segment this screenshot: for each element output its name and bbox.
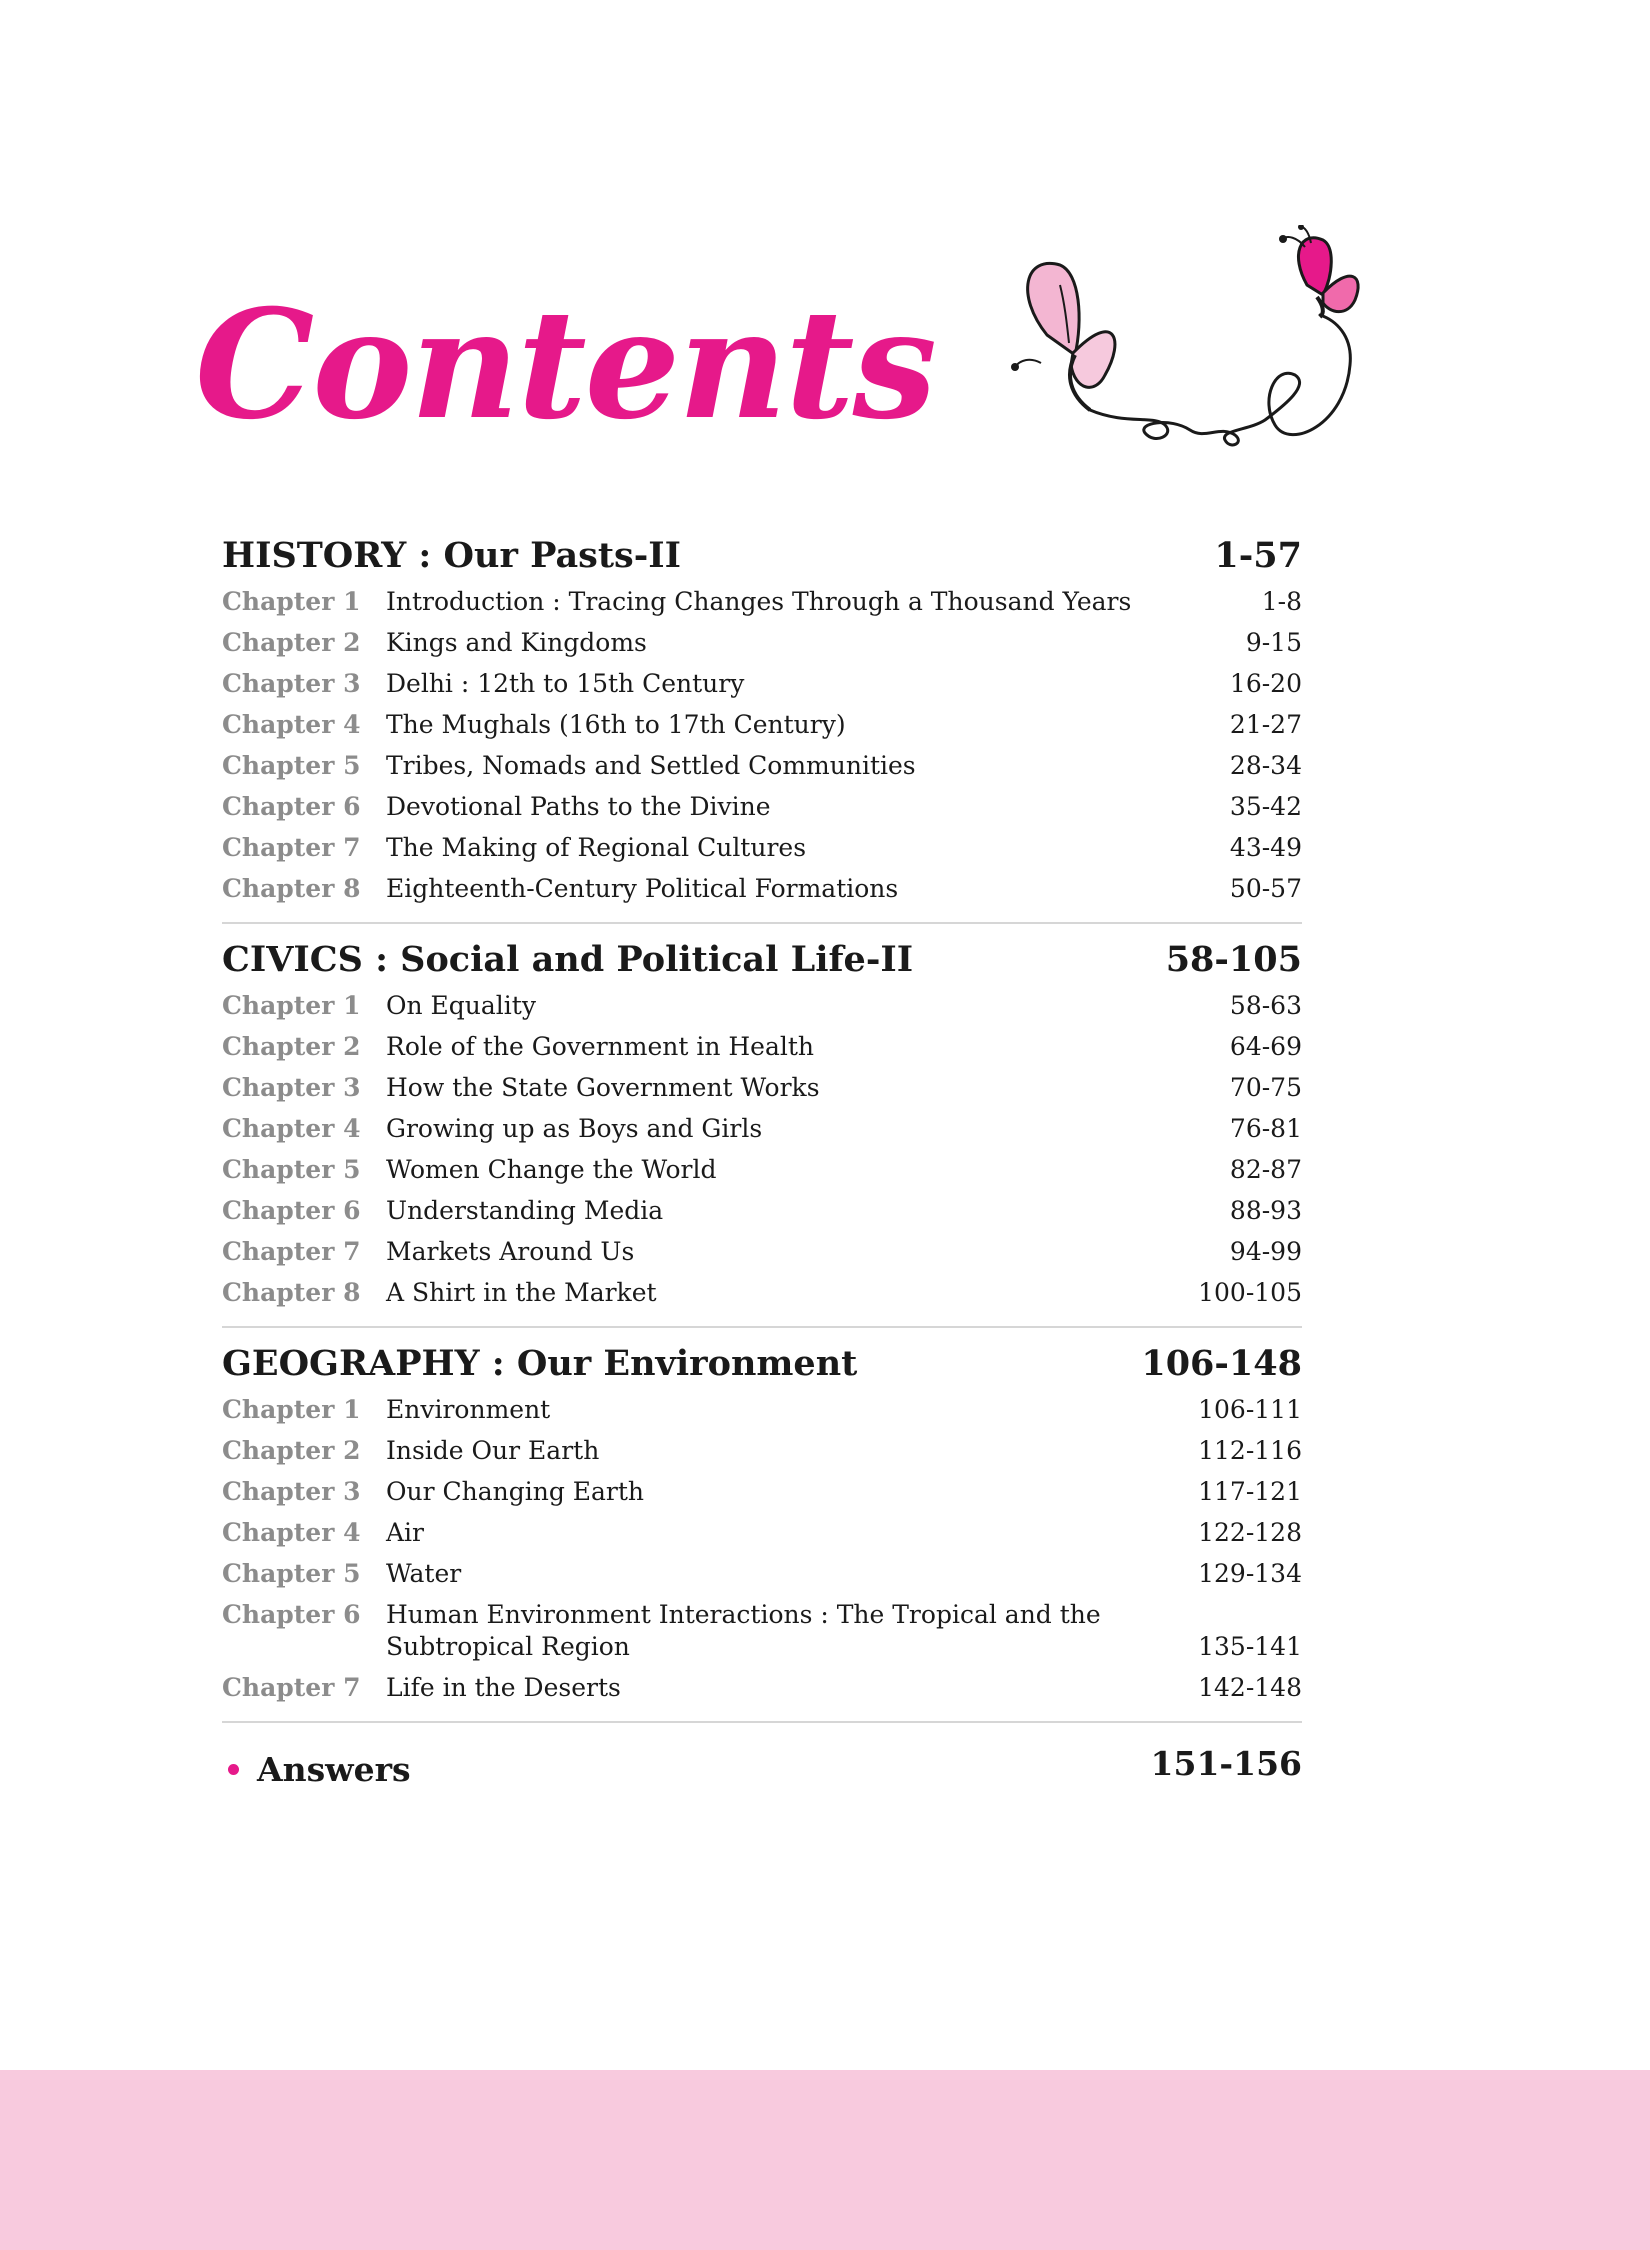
chapter-title: On Equality xyxy=(386,991,536,1020)
chapter-label: Chapter 2 xyxy=(222,1436,361,1465)
chapter-pages: 50-57 xyxy=(1229,874,1302,903)
chapter-label: Chapter 1 xyxy=(222,1395,361,1424)
chapter-pages: 35-42 xyxy=(1229,792,1302,821)
answers-label-group xyxy=(222,1739,411,1801)
chapter-row[interactable] xyxy=(222,869,1302,910)
chapter-label: Chapter 7 xyxy=(222,833,361,862)
chapter-title: Markets Around Us xyxy=(386,1237,635,1266)
chapter-row[interactable] xyxy=(222,623,1302,664)
chapter-title: How the State Government Works xyxy=(386,1073,820,1102)
chapter-label: Chapter 8 xyxy=(222,874,361,903)
chapter-row[interactable] xyxy=(222,1513,1302,1554)
chapter-label: Chapter 8 xyxy=(222,1278,361,1307)
chapter-title: Women Change the World xyxy=(386,1155,717,1184)
chapter-row[interactable] xyxy=(222,1472,1302,1513)
chapter-title: Air xyxy=(386,1518,425,1547)
chapter-label: Chapter 6 xyxy=(222,792,361,821)
chapter-title: Devotional Paths to the Divine xyxy=(386,792,771,821)
chapter-label: Chapter 7 xyxy=(222,1237,361,1266)
chapter-pages: 122-128 xyxy=(1198,1518,1302,1547)
chapter-label: Chapter 3 xyxy=(222,1477,361,1506)
right-butterfly-icon xyxy=(1279,225,1358,317)
chapter-row[interactable] xyxy=(222,1191,1302,1232)
chapter-label: Chapter 5 xyxy=(222,751,361,780)
chapter-row[interactable] xyxy=(222,1068,1302,1109)
chapter-pages: 43-49 xyxy=(1229,833,1302,862)
page-title: Contents xyxy=(195,277,936,453)
chapter-label: Chapter 3 xyxy=(222,1073,361,1102)
answers-label: Answers xyxy=(257,1749,411,1789)
chapter-title: Inside Our Earth xyxy=(386,1436,600,1465)
chapter-pages: 100-105 xyxy=(1198,1278,1302,1307)
section-title: HISTORY : Our Pasts-II xyxy=(222,535,681,576)
chapter-row[interactable] xyxy=(222,1027,1302,1068)
chapter-row[interactable] xyxy=(222,986,1302,1027)
chapter-title: A Shirt in the Market xyxy=(386,1278,657,1307)
chapter-label: Chapter 5 xyxy=(222,1559,361,1588)
chapter-row[interactable] xyxy=(222,1150,1302,1191)
section-history xyxy=(222,530,1302,924)
chapter-row[interactable] xyxy=(222,787,1302,828)
section-page-range: 58-105 xyxy=(1165,939,1302,980)
chapter-pages: 9-15 xyxy=(1245,628,1302,657)
chapter-pages: 112-116 xyxy=(1198,1436,1302,1465)
chapter-title: Role of the Government in Health xyxy=(386,1032,815,1061)
section-title: CIVICS : Social and Political Life-II xyxy=(222,939,914,980)
chapter-pages: 94-99 xyxy=(1229,1237,1302,1266)
chapter-row[interactable] xyxy=(222,1109,1302,1150)
chapter-row[interactable] xyxy=(222,705,1302,746)
left-butterfly-icon xyxy=(1011,263,1115,410)
chapter-title: Introduction : Tracing Changes Through a Thousand Years xyxy=(386,587,1132,616)
chapter-title: Life in the Deserts xyxy=(386,1673,621,1702)
chapter-title: The Mughals (16th to 17th Century) xyxy=(386,710,846,739)
section-title: GEOGRAPHY : Our Environment xyxy=(222,1343,858,1384)
chapter-label: Chapter 6 xyxy=(222,1196,361,1225)
answers-page-range: 151-156 xyxy=(1150,1744,1302,1783)
bullet-icon xyxy=(228,1764,239,1775)
chapter-row[interactable] xyxy=(222,1554,1302,1595)
chapter-row[interactable] xyxy=(222,1273,1302,1314)
chapter-label: Chapter 7 xyxy=(222,1673,361,1702)
footer-band xyxy=(0,2070,1650,2250)
chapter-title xyxy=(386,1599,1198,1663)
chapter-row[interactable] xyxy=(222,746,1302,787)
chapter-title-line-1: Human Environment Interactions : The Tropical and the xyxy=(386,1600,1101,1629)
section-geography xyxy=(222,1338,1302,1723)
chapter-pages: 70-75 xyxy=(1229,1073,1302,1102)
chapter-row[interactable] xyxy=(222,664,1302,705)
chapter-pages: 142-148 xyxy=(1198,1673,1302,1702)
chapter-title: Growing up as Boys and Girls xyxy=(386,1114,763,1143)
chapter-row[interactable] xyxy=(222,1390,1302,1431)
chapter-pages: 21-27 xyxy=(1229,710,1302,739)
butterflies-icon xyxy=(1005,225,1385,495)
chapter-pages: 58-63 xyxy=(1229,991,1302,1020)
chapter-label: Chapter 4 xyxy=(222,1518,361,1547)
chapter-pages: 106-111 xyxy=(1198,1395,1302,1424)
chapter-title: Understanding Media xyxy=(386,1196,664,1225)
chapter-label: Chapter 6 xyxy=(222,1600,361,1629)
table-of-contents xyxy=(222,530,1302,1795)
section-header xyxy=(222,1338,1302,1390)
chapter-row[interactable] xyxy=(222,828,1302,869)
chapter-pages: 88-93 xyxy=(1229,1196,1302,1225)
chapter-title: The Making of Regional Cultures xyxy=(386,833,807,862)
section-civics xyxy=(222,934,1302,1328)
chapter-label: Chapter 1 xyxy=(222,587,361,616)
chapter-title: Kings and Kingdoms xyxy=(386,628,647,657)
chapter-label: Chapter 4 xyxy=(222,1114,361,1143)
chapter-title: Water xyxy=(386,1559,462,1588)
chapter-pages: 82-87 xyxy=(1229,1155,1302,1184)
chapter-label: Chapter 1 xyxy=(222,991,361,1020)
chapter-pages: 117-121 xyxy=(1198,1477,1302,1506)
chapter-title: Environment xyxy=(386,1395,551,1424)
chapter-pages: 64-69 xyxy=(1229,1032,1302,1061)
chapter-pages: 129-134 xyxy=(1198,1559,1302,1588)
chapter-pages: 28-34 xyxy=(1229,751,1302,780)
chapter-title-line-2: Subtropical Region xyxy=(386,1632,630,1661)
section-header xyxy=(222,530,1302,582)
chapter-row[interactable] xyxy=(222,1668,1302,1709)
section-page-range: 106-148 xyxy=(1141,1343,1302,1384)
chapter-pages: 16-20 xyxy=(1229,669,1302,698)
chapter-title: Tribes, Nomads and Settled Communities xyxy=(386,751,916,780)
chapter-label: Chapter 3 xyxy=(222,669,361,698)
answers-row[interactable] xyxy=(222,1733,1302,1795)
chapter-label: Chapter 2 xyxy=(222,1032,361,1061)
chapter-row[interactable] xyxy=(222,1431,1302,1472)
chapter-title: Delhi : 12th to 15th Century xyxy=(386,669,745,698)
chapter-row[interactable] xyxy=(222,1232,1302,1273)
chapter-label: Chapter 4 xyxy=(222,710,361,739)
section-page-range: 1-57 xyxy=(1214,535,1302,576)
chapter-label: Chapter 2 xyxy=(222,628,361,657)
section-header xyxy=(222,934,1302,986)
chapter-title: Our Changing Earth xyxy=(386,1477,645,1506)
chapter-pages: 135-141 xyxy=(1198,1632,1302,1661)
chapter-title: Eighteenth-Century Political Formations xyxy=(386,874,899,903)
chapter-pages: 76-81 xyxy=(1229,1114,1302,1143)
chapter-pages: 1-8 xyxy=(1261,587,1302,616)
chapter-label: Chapter 5 xyxy=(222,1155,361,1184)
chapter-row[interactable] xyxy=(222,582,1302,623)
chapter-row[interactable] xyxy=(222,1595,1302,1668)
